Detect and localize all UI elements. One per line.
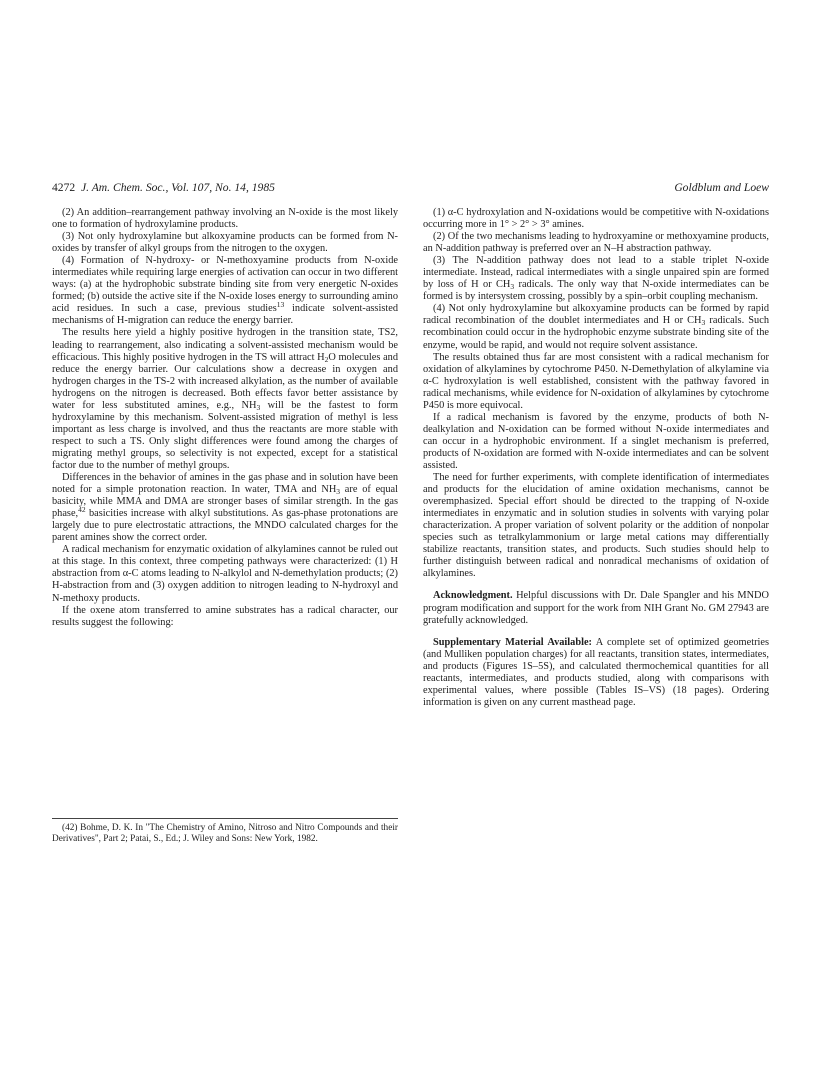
text: will be the fastest to form hydroxylamine by this mechanism. Solvent-assisted migration of methyl is less important as less charge is involved, and thus the reactants are more stable with respect to such a TS. Only slight differences were found among the charges of migrating methyl groups, so selectivity is not expected, except for a statistical factor due to the number of methyl groups.: [52, 399, 398, 471]
footnote-rule: [52, 818, 398, 819]
text: indicate solvent-assisted mechanisms of H-migration can reduce the energy barrier.: [52, 303, 398, 327]
left-column: [52, 207, 398, 629]
ref-13: 13: [276, 300, 285, 310]
result-3: [423, 255, 769, 303]
text: (4) Formation of N-hydroxy- or N-methoxyamine products from N-oxide intermediates while requiring large energies of activation can occur in two different ways: (a) at the hydrophobic substrate binding site from very energetic N-oxides formed; (b) outside the active site if the N-oxide loses energy to surrounding amino acid residues. In such a case, previous studies: [52, 255, 398, 315]
subscript: 2: [324, 354, 329, 364]
footnote-42: (42) Bohme, D. K. In "The Chemistry of Amino, Nitroso and Nitro Compounds and their Derivatives", Part 2; Patai, S., Ed.; J. Wiley and Sons: New York, 1982.: [52, 823, 398, 844]
acknowledgment-heading: Acknowledgment.: [433, 590, 513, 602]
paragraph-gas-phase: [52, 472, 398, 544]
paragraph-enzyme: If a radical mechanism is favored by the enzyme, products of both N-dealkylation and N-oxidation can be formed without N-oxide intermediates and can occur in a hydrophobic environment. If a singlet mechanism is preferred, products of N-oxidation are formed with N-oxide intermediates and can be solvent assisted.: [423, 411, 769, 471]
ref-42: 42: [78, 505, 86, 515]
supplementary-heading: Supplementary Material Available:: [433, 636, 592, 648]
conclusion-2: (2) An addition–rearrangement pathway involving an N-oxide is the most likely one to formation of hydroxylamine products.: [52, 207, 398, 231]
acknowledgment: [423, 590, 769, 626]
supplementary-text: A complete set of optimized geometries (and Mulliken population charges) for all reactants, transition states, intermediates, and products (Figures 1S–5S), and calculated thermochemical quantities for all reactants, intermediates, and products studied, along with comparisons with experimental values, where possible (Tables IS–VS) (18 pages). Ordering information is given on any current masthead page.: [423, 636, 769, 708]
conclusion-3: (3) Not only hydroxylamine but alkoxyamine products can be formed from N-oxides by transfer of alkyl groups from the nitrogen to the oxygen.: [52, 231, 398, 255]
paragraph-ts2: [52, 327, 398, 472]
text: are of equal basicity, while MMA and DMA are stronger bases of similar strength. In the gas phase,: [52, 484, 398, 520]
result-4: [423, 303, 769, 351]
subscript: 3: [701, 318, 706, 328]
subscript: 3: [510, 282, 515, 292]
text: (3) The N-addition pathway does not lead to a stable triplet N-oxide intermediate. Instead, radical intermediates with a single unpaired spin are formed by loss of H or CH: [423, 255, 769, 291]
page-number: 4272: [52, 181, 76, 194]
acknowledgment-text: Helpful discussions with Dr. Dale Spangler and his MNDO program modification and support for the work from NIH Grant No. GM 27943 are gratefully acknowledged.: [423, 590, 769, 626]
conclusion-4: [52, 255, 398, 327]
supplementary-material: [423, 637, 769, 709]
paragraph-radical-mechanism: A radical mechanism for enzymatic oxidation of alkylamines cannot be ruled out at this stage. In this context, three competing pathways were characterized: (1) H abstraction from α-C atoms leading to N-alkylol and N-demethylation products; (2) H-abstraction from and (3) oxygen addition to nitrogen leading to N-hydroxyl and N-methoxy products.: [52, 544, 398, 604]
paragraph-p450: The results obtained thus far are most consistent with a radical mechanism for oxidation of alkylamines by cytochrome P450. N-Demethylation of alkylamine via α-C hydroxylation is well established, consistent with the pathway favored in radical mechanisms, while evidence for N-oxidation of alkylamines by cytochrome P450 is more equivocal.: [423, 351, 769, 411]
journal-citation: J. Am. Chem. Soc., Vol. 107, No. 14, 1985: [80, 181, 275, 194]
author-names: Goldblum and Loew: [674, 181, 769, 194]
text: (4) Not only hydroxylamine but alkoxyamine products can be formed by rapid radical recombination of the doublet intermediates and H or CH: [423, 303, 769, 327]
subscript: 3: [336, 487, 341, 497]
right-column: [423, 207, 769, 709]
result-1: (1) α-C hydroxylation and N-oxidations would be competitive with N-oxidations occurring more in 1° > 2° > 3° amines.: [423, 207, 769, 231]
paragraph-further-experiments: The need for further experiments, with complete identification of intermediates and products for the elucidation of amine oxidation mechanisms, cannot be overemphasized. Special effort should be directed to the trapping of N-oxide intermediates in enzymatic and in solution studies in solvents with varying polar characterization. A proper variation of solvent polarity or the addition of nonpolar species such as tetralkylammonium or large metal cations may differentially stabilize reactants, transition states, and products. Such studies should help to further distinguish between radical and nonradical mechanisms of oxidation of alkylamines.: [423, 472, 769, 580]
text: The results here yield a highly positive hydrogen in the transition state, TS2, leading to rearrangement, also indicating a solvent-assisted mechanism would be efficacious. This highly positive hydrogen in the TS will attract H: [52, 327, 398, 363]
subscript: 3: [256, 402, 261, 412]
text: basicities increase with alkyl substitutions. As gas-phase protonations are largely due to pure electrostatic attractions, the MNDO calculated charges for the parent amines show the correct order.: [52, 508, 398, 544]
text: radicals. The only way that N-oxide intermediates can be formed is by intersystem crossing, possibly by a spin–orbit coupling mechanism.: [423, 279, 770, 303]
paragraph-oxene: If the oxene atom transferred to amine substrates has a radical character, our results suggest the following:: [52, 604, 398, 628]
header-left: [52, 181, 275, 194]
text: Differences in the behavior of amines in the gas phase and in solution have been noted for a simple protonation reaction. In water, TMA and NH: [52, 472, 398, 496]
text: O molecules and reduce the energy barrier. Our calculations show a decrease in oxygen and hydrogen charges in the TS-2 with increased alkylation, as the number of available hydrogens on the nitrogen is decreased. Both effects favor better assistance by water for less substituted amines, e.g., NH: [52, 351, 398, 411]
result-2: (2) Of the two mechanisms leading to hydroxyamine or methoxyamine products, an N-addition pathway is preferred over an N–H abstraction pathway.: [423, 231, 769, 255]
text: radicals. Such recombination could occur in the hydrophobic enzyme substrate binding site of the enzyme, would be rapid, and would not require solvent assistance.: [423, 315, 769, 351]
